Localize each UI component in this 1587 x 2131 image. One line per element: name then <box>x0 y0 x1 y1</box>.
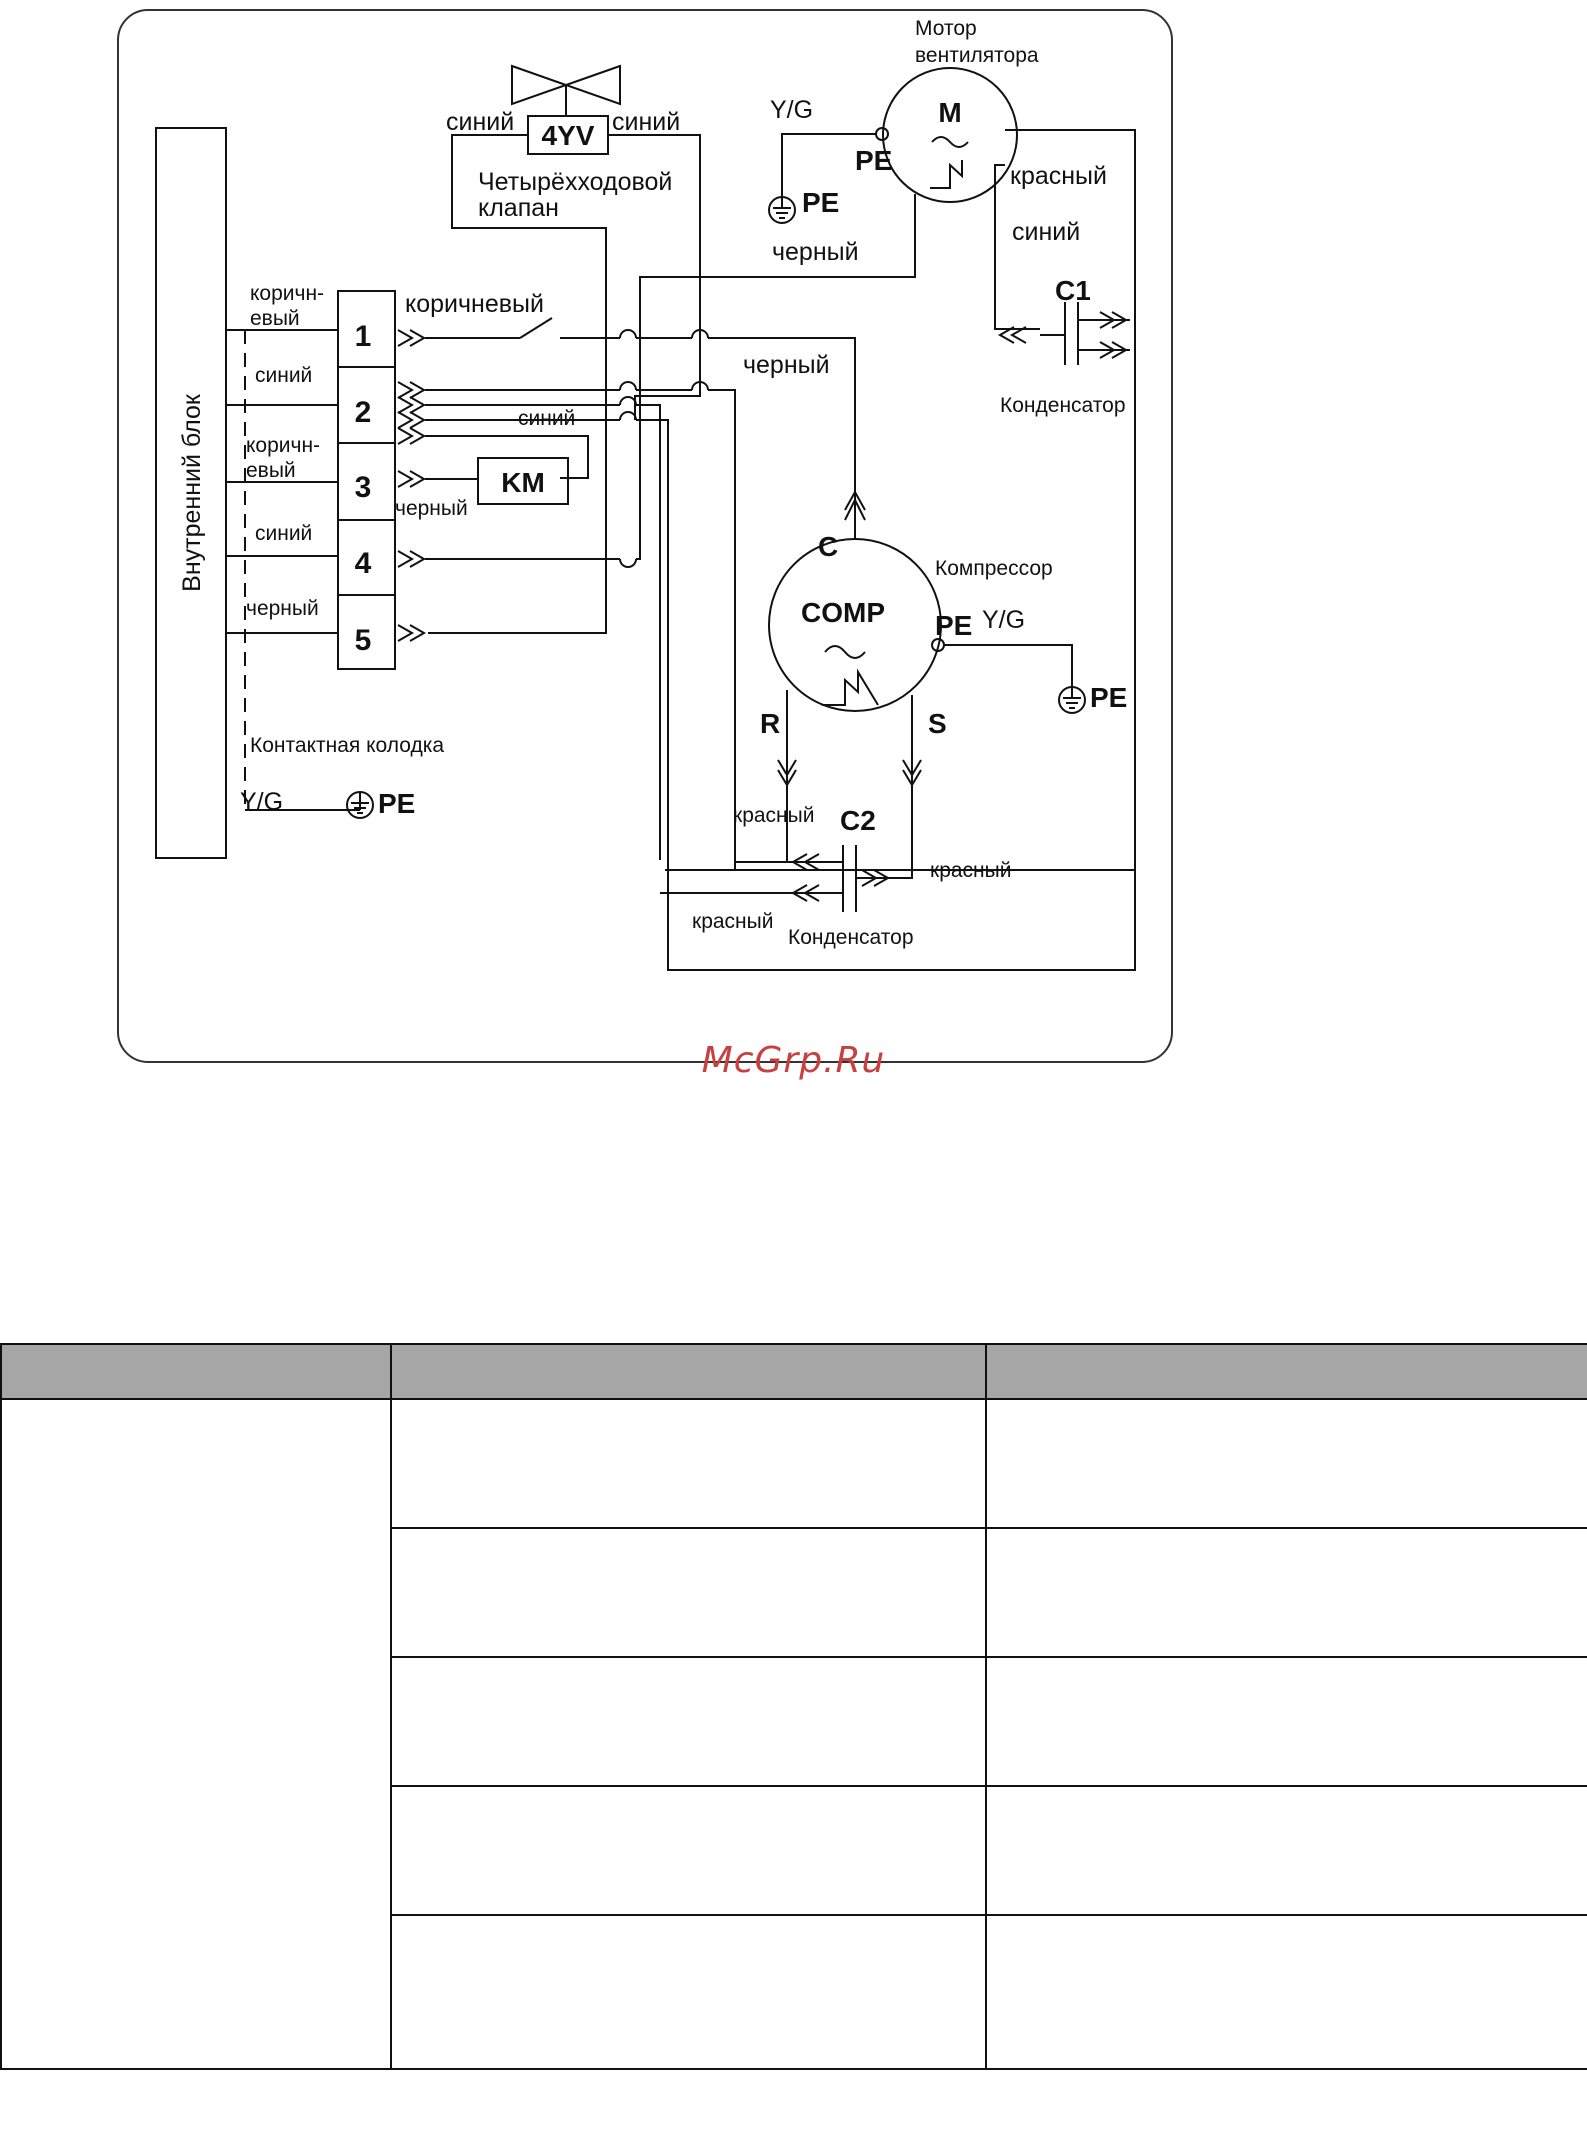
table-cell <box>986 1399 1587 1528</box>
capacitor-c2-wire-red-2: красный <box>930 859 1012 882</box>
data-table <box>0 1343 1587 2070</box>
capacitor-c2-wire-red-3: красный <box>692 910 774 933</box>
capacitor-c2-label: Конденсатор <box>788 926 914 949</box>
table-header-cell <box>1 1344 391 1399</box>
table-header-cell <box>986 1344 1587 1399</box>
terminal-4: 4 <box>354 547 372 580</box>
fan-motor-pe: PE <box>855 145 893 176</box>
table-cell <box>986 1657 1587 1786</box>
ground-pe: PE <box>378 788 416 819</box>
terminal-5: 5 <box>354 624 372 657</box>
wire-label-2: синий <box>255 364 313 387</box>
terminal-3: 3 <box>354 471 372 504</box>
line-wire-brown: коричневый <box>405 290 544 318</box>
four-way-valve-wire-left: синий <box>446 108 515 136</box>
ground-yg: Y/G <box>240 788 284 816</box>
relay-km-code: KM <box>501 467 545 498</box>
capacitor-c1-name: C1 <box>1055 275 1091 306</box>
relay-wire-blue: синий <box>518 407 576 430</box>
wire-label-3b: евый <box>246 459 296 482</box>
capacitor-c2-name: C2 <box>840 805 876 836</box>
four-way-valve-label-2: клапан <box>478 194 559 222</box>
fan-motor-yg: Y/G <box>770 96 814 124</box>
table-cell <box>391 1399 986 1528</box>
fan-motor-label-2: вентилятора <box>915 44 1039 67</box>
fan-motor-wire-blue: синий <box>1012 218 1081 246</box>
terminal-block-label: Контактная колодка <box>250 734 445 757</box>
capacitor-c1-label: Конденсатор <box>1000 394 1126 417</box>
fan-motor-wire-red: красный <box>1010 162 1107 190</box>
compressor-s: S <box>928 708 947 739</box>
wire-label-1a: коричн- <box>250 282 325 305</box>
table-group-cell <box>1 1399 391 2069</box>
compressor-yg: Y/G <box>982 606 1026 634</box>
table-cell <box>986 1528 1587 1657</box>
table-cell <box>986 1915 1587 2069</box>
four-way-valve-code: 4YV <box>541 120 595 151</box>
compressor-c: C <box>818 531 839 562</box>
compressor-r: R <box>760 708 781 739</box>
table-cell <box>986 1786 1587 1915</box>
table-cell <box>391 1786 986 1915</box>
wire-label-4: синий <box>255 522 313 545</box>
fan-motor-pe-ground: PE <box>802 187 840 218</box>
terminal-2: 2 <box>354 396 372 429</box>
compressor-label: Компрессор <box>935 557 1053 580</box>
compressor-pe-ground: PE <box>1090 682 1128 713</box>
table-row <box>1 1399 1587 1528</box>
fan-motor-wire-black: черный <box>772 238 859 266</box>
terminal-1: 1 <box>354 320 372 353</box>
fan-motor-label-1: Мотор <box>915 17 977 40</box>
capacitor-c2-wire-red-1: красный <box>733 804 815 827</box>
wire-label-3a: коричн- <box>246 434 321 457</box>
table-header-cell <box>391 1344 986 1399</box>
relay-wire-black: черный <box>395 497 468 520</box>
table-cell <box>391 1915 986 2069</box>
table-header-row <box>1 1344 1587 1399</box>
four-way-valve-wire-right: синий <box>612 108 681 136</box>
line-wire-black: черный <box>743 351 830 379</box>
compressor-symbol: COMP <box>801 597 885 628</box>
table-cell <box>391 1657 986 1786</box>
watermark: McGrp.Ru <box>701 1040 886 1081</box>
fan-motor-symbol: M <box>938 97 962 128</box>
four-way-valve-label-1: Четырёхходовой <box>478 168 673 196</box>
wire-label-1b: евый <box>250 307 300 330</box>
wire-label-5: черный <box>246 597 319 620</box>
indoor-unit-label: Внутренний блок <box>178 394 206 592</box>
compressor-pe: PE <box>935 610 973 641</box>
table-cell <box>391 1528 986 1657</box>
